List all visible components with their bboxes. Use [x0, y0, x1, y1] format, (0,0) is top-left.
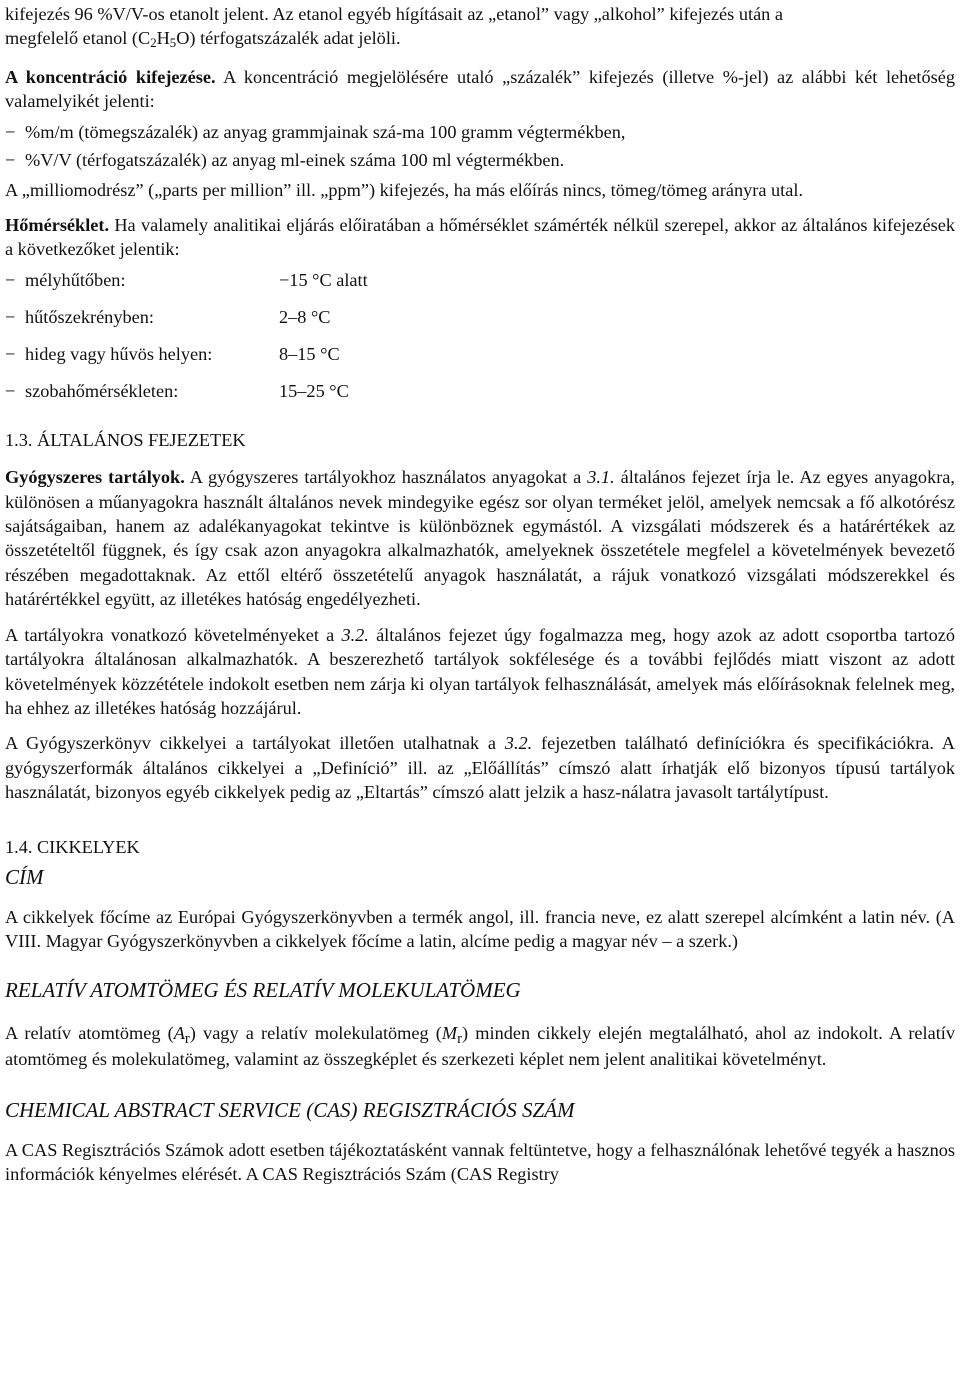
- cim-paragraph: A cikkelyek főcíme az Európai Gyógyszerkönyvben a termék angol, ill. francia neve, ez alatt szerepel alcímként a latin név. (A VIII. Magyar Gyógyszerkönyvben a cikkelyek főcíme a latin, alcíme pedig a magyar név – a szerk.): [5, 906, 955, 952]
- concentration-text: A koncentráció megjelölésére utaló „százalék” kifejezés (illetve %-jel) az alábbi két lehetőség valamelyikét jelenti:: [5, 66, 955, 112]
- temperature-row: [5, 336, 955, 373]
- list-item-text: %m/m (tömegszázalék) az anyag grammjainak szá-ma 100 gramm végtermékben,: [25, 121, 626, 142]
- temperature-heading: Hőmérséklet.: [5, 215, 110, 236]
- containers-heading: Gyógyszeres tartályok.: [5, 467, 185, 488]
- monographs-text-a: A Gyógyszerkönyv cikkelyei a tartályokat illetően utalhatnak a: [5, 733, 505, 754]
- intro-paragraph: [5, 2, 955, 51]
- chapter-ref: 3.2.: [341, 624, 369, 645]
- intro-line-2b: H: [156, 28, 170, 49]
- temperature-label: mélyhűtőben:: [25, 269, 126, 290]
- cas-paragraph: A CAS Regisztrációs Számok adott esetben tájékoztatásként vannak feltüntetve, hogy a felhasználónak lehetővé tegyék a hasznos információk kényelmes elérését. A CAS Regisztrációs Szám (CAS Registry: [5, 1139, 955, 1185]
- temperature-value: 8–15 °C: [279, 343, 340, 364]
- containers-text-a: A gyógyszeres tartályokhoz használatos anyagokat a: [184, 467, 588, 488]
- mass-paragraph: [5, 1020, 955, 1072]
- monographs-text-b: fejezetben található definíciókra és specifikációkra. A gyógyszerformák általános cikkelyei a „Definíció” ill. az „Előállítás” címszó alatt írhatják elő bizonyos típusú tartályok használatát, bizonyos egyéb cikkelyek pedig az „Eltartás” címszó alatt jelzik a hasz-nálatra javasolt tartálytípust.: [5, 733, 955, 803]
- intro-line-1: kifejezés 96 %V/V-os etanolt jelent. Az etanol egyéb hígításait az „etanol” vagy „alkohol” kifejezés után a: [5, 4, 784, 24]
- chapter-ref: 3.1.: [587, 467, 615, 488]
- subscript-r: r: [184, 1030, 190, 1047]
- containers-text-b: általános fejezet írja le. Az egyes anyagokra, különösen a műanyagokra használt általános nevek mindegyike egész sor olyan terméket jelöl, amelyek nemcsak a fő alkotórész sajátságaiban, hanem az adalékanyagokat tekintve is különböznek egymástól. A vizsgálati módszerek és a határértékek az összetételtől függnek, és így csak azon anyagokra alkalmazhatók, amelyeknek összetétele megfelel a követelmények bevezető részében megadottaknak. Az ettől eltérő összetételű anyagok használatát, a rájuk vonatkozó vizsgálati módszerekkel és határértékkel együtt, az illetékes hatóság engedélyezheti.: [5, 467, 955, 610]
- ppm-paragraph: A „milliomodrész” („parts per million” ill. „ppm”) kifejezés, ha más előírás nincs, tömeg/tömeg arányra utal.: [5, 179, 804, 200]
- concentration-heading: A koncentráció kifejezése.: [5, 66, 216, 87]
- subscript-5: 5: [169, 36, 177, 51]
- temperature-value: −15 °C alatt: [279, 269, 368, 290]
- list-item-text: %V/V (térfogatszázalék) az anyag ml-einek száma 100 ml végtermékben.: [25, 149, 565, 170]
- subscript-2: 2: [150, 36, 157, 51]
- mass-text-c: ) minden cikkely elején megtalálható, ahol az indokolt. A relatív atomtömeg és molekulatömeg, valamint az összegképlet és szerkezeti képlet nem jelent analitikai követelményt.: [5, 1022, 956, 1069]
- cas-heading: CHEMICAL ABSTRACT SERVICE (CAS) REGISZTRÁCIÓS SZÁM: [5, 1097, 575, 1122]
- temperature-label: hideg vagy hűvös helyen:: [25, 343, 213, 364]
- chapter-ref: 3.2.: [504, 733, 533, 754]
- section-1-4-title: 1.4. CIKKELYEK: [5, 836, 140, 857]
- list-item: [5, 145, 955, 175]
- mass-text-b: ) vagy a relatív molekulatömeg (: [189, 1022, 442, 1043]
- temperature-value: 15–25 °C: [279, 380, 349, 401]
- temperature-label: szobahőmérsékleten:: [25, 380, 179, 401]
- temperature-row: [5, 262, 955, 299]
- requirements-paragraph: [5, 623, 955, 721]
- temperature-label: hűtőszekrényben:: [25, 306, 154, 327]
- intro-line-2c: O) térfogatszázalék adat jelöli.: [176, 28, 401, 49]
- temperature-text: Ha valamely analitikai eljárás előiratában a hőmérséklet számérték nélkül szerepel, akkor az általános kifejezések a következőket jelentik:: [5, 215, 955, 260]
- requirements-text-b: általános fejezet úgy fogalmazza meg, hogy azok az adott csoportba tartozó tartályokra általánosan alkalmazhatók. A beszerezhető tartályok sokfélesége és a további fejlődés miatt viszont az adott követelmények közzététele indokolt esetben nem zárja ki olyan tartályok felhasználását, amelyek más előírásoknak felelnek meg, ha ehhez az illetékes hatóság hozzájárul.: [5, 624, 956, 718]
- requirements-text-a: A tartályokra vonatkozó követelményeket a: [5, 624, 342, 645]
- temperature-paragraph: [5, 213, 955, 262]
- mass-text-a: A relatív atomtömeg (: [5, 1022, 174, 1043]
- containers-paragraph: [5, 465, 955, 611]
- mass-heading: RELATÍV ATOMTÖMEG ÉS RELATÍV MOLEKULATÖMEG: [5, 977, 521, 1002]
- symbol-A: A: [173, 1022, 185, 1043]
- monographs-paragraph: [5, 731, 955, 804]
- section-1-3-title: 1.3. ÁLTALÁNOS FEJEZETEK: [5, 429, 246, 450]
- intro-line-2a: megfelelő etanol (C: [5, 28, 151, 49]
- symbol-M: M: [441, 1022, 458, 1043]
- concentration-paragraph: [5, 65, 955, 114]
- concentration-list: [5, 114, 955, 175]
- cim-heading: CÍM: [5, 864, 44, 889]
- subscript-r: r: [457, 1030, 463, 1047]
- temperature-list: [5, 262, 955, 410]
- temperature-value: 2–8 °C: [279, 306, 331, 327]
- temperature-row: [5, 299, 955, 336]
- temperature-row: [5, 373, 955, 410]
